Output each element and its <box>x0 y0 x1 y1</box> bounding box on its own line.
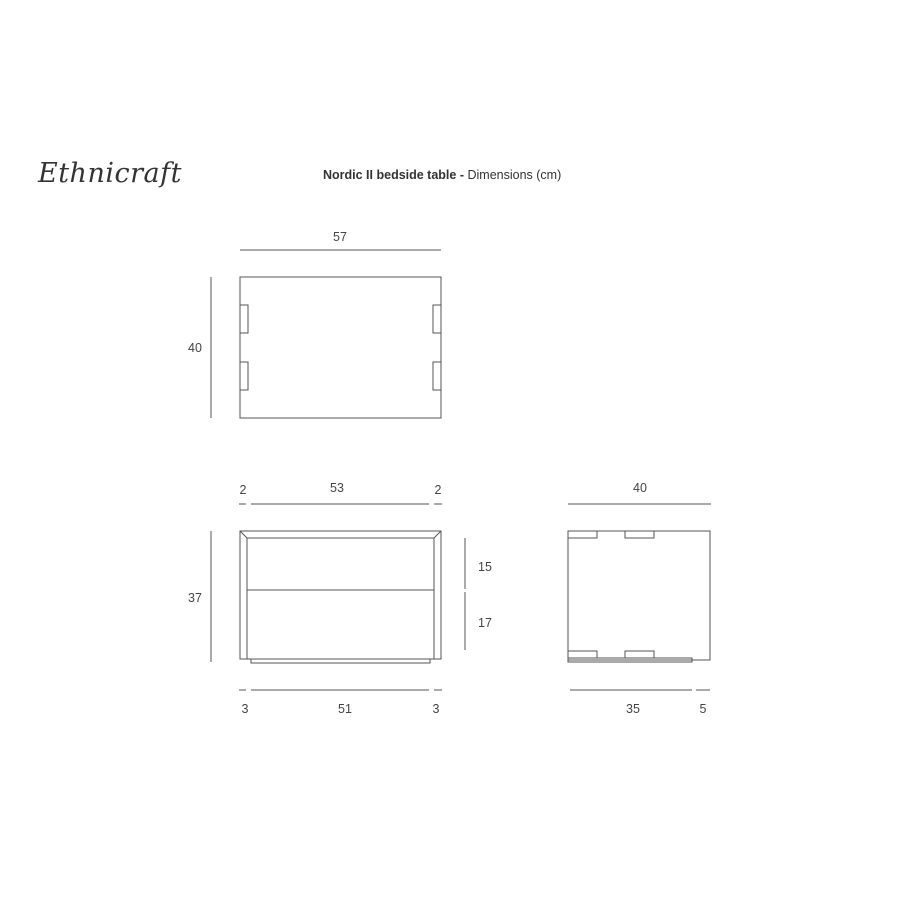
front-outer-frame <box>240 531 441 659</box>
product-name: Nordic II bedside table <box>323 168 457 182</box>
top-joint-left-upper <box>240 305 248 333</box>
side-view-outline <box>568 531 710 660</box>
front-inner-width-label: 53 <box>330 481 344 495</box>
top-joint-left-lower <box>240 362 248 390</box>
top-depth-label: 40 <box>188 341 202 355</box>
front-corner-tl <box>240 531 247 538</box>
front-base-plinth <box>251 659 430 663</box>
front-base-left-label: 3 <box>241 702 249 716</box>
dimensions-subtitle: Dimensions (cm) <box>467 168 562 182</box>
side-base-depth-label: 35 <box>626 702 640 716</box>
top-joint-right-upper <box>433 305 441 333</box>
front-offset-left-label: 2 <box>239 483 247 497</box>
lower-height-label: 17 <box>478 616 492 630</box>
side-joint-top-left <box>568 531 597 538</box>
side-depth-label: 40 <box>633 481 647 495</box>
side-joint-bottom-mid <box>625 651 654 658</box>
side-view <box>568 504 711 690</box>
drawer-front <box>247 538 434 590</box>
title-separator: - <box>456 168 468 182</box>
front-base-right-label: 3 <box>432 702 440 716</box>
side-joint-top-mid <box>625 531 654 538</box>
drawer-height-label: 15 <box>478 560 492 574</box>
top-view-outline <box>240 277 441 418</box>
front-corner-tr <box>434 531 441 538</box>
top-joint-right-lower <box>433 362 441 390</box>
top-view <box>211 250 441 418</box>
front-height-label: 37 <box>188 591 202 605</box>
side-joint-bottom-left <box>568 651 597 658</box>
front-view <box>211 504 465 690</box>
top-width-label: 57 <box>333 230 347 244</box>
brand-logo: Ethnicraft <box>38 158 182 189</box>
front-base-width-label: 51 <box>338 702 352 716</box>
front-inner-frame <box>247 538 434 659</box>
front-offset-right-label: 2 <box>434 483 442 497</box>
side-overhang-label: 5 <box>699 702 707 716</box>
